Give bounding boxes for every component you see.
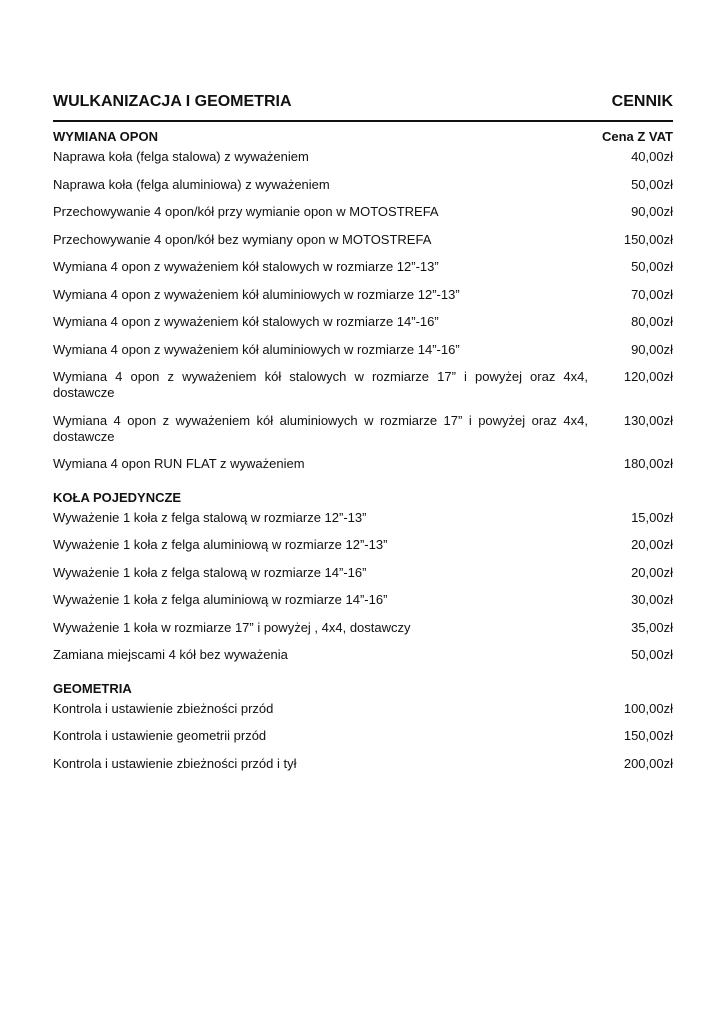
price-row (53, 342, 673, 358)
price-row (53, 728, 673, 744)
service-price: 50,00zł (631, 176, 673, 192)
section-header (53, 681, 673, 701)
header-divider (53, 120, 673, 122)
service-price: 150,00zł (623, 728, 673, 743)
section-title: GEOMETRIA (53, 680, 132, 696)
price-row (53, 647, 673, 663)
service-price: 15,00zł (631, 509, 673, 525)
service-label: Wymiana 4 opon z wyważeniem kół stalowych w rozmiarze 12”-13” (53, 259, 439, 274)
price-row (53, 565, 673, 581)
document-title: WULKANIZACJA I GEOMETRIA (53, 93, 292, 110)
service-label: Wyważenie 1 koła z felga aluminiową w rozmiarze 12”-13” (53, 537, 388, 552)
service-price: 180,00zł (623, 456, 673, 471)
service-label: Wyważenie 1 koła z felga aluminiową w rozmiarze 14”-16” (53, 592, 388, 607)
price-row (53, 232, 673, 248)
service-price: 50,00zł (631, 259, 673, 274)
service-label: Wymiana 4 opon z wyważeniem kół aluminiowych w rozmiarze 12”-13” (53, 286, 460, 302)
service-price: 40,00zł (631, 149, 673, 164)
service-price: 150,00zł (623, 231, 673, 247)
service-price: 130,00zł (623, 412, 673, 428)
service-label: Wymiana 4 opon RUN FLAT z wyważeniem (53, 456, 305, 471)
service-label: Kontrola i ustawienie geometrii przód (53, 728, 267, 743)
price-row (53, 413, 673, 445)
service-label: Wyważenie 1 koła w rozmiarze 17” i powyżej , 4x4, dostawczy (53, 619, 411, 635)
service-price: 100,00zł (623, 700, 673, 716)
section-title: WYMIANA OPON (53, 129, 158, 144)
price-row (53, 369, 673, 401)
service-label: Naprawa koła (felga stalowa) z wyważeniem (53, 149, 309, 164)
service-price: 30,00zł (631, 592, 673, 607)
service-label: Kontrola i ustawienie zbieżności przód i tył (53, 755, 297, 771)
price-row (53, 149, 673, 165)
section-header (53, 129, 673, 149)
price-list-label: CENNIK (611, 93, 673, 110)
service-label: Wymiana 4 opon z wyważeniem kół aluminiowych w rozmiarze 14”-16” (53, 341, 460, 357)
service-label: Przechowywanie 4 opon/kół bez wymiany opon w MOTOSTREFA (53, 231, 432, 247)
section-title: KOŁA POJEDYNCZE (53, 489, 182, 505)
price-row (53, 701, 673, 717)
service-price: 20,00zł (631, 564, 673, 580)
service-price: 80,00zł (631, 314, 673, 329)
service-price: 35,00zł (631, 619, 673, 635)
service-price: 200,00zł (623, 755, 673, 771)
price-row (53, 456, 673, 472)
price-row (53, 756, 673, 772)
service-label: Wyważenie 1 koła z felga stalową w rozmiarze 14”-16” (53, 564, 367, 580)
service-label: Wymiana 4 opon z wyważeniem kół aluminiowych w rozmiarze 17” i powyżej oraz 4x4, dostawcze (53, 412, 588, 444)
service-label: Kontrola i ustawienie zbieżności przód (53, 700, 274, 716)
price-row (53, 259, 673, 275)
service-label: Wyważenie 1 koła z felga stalową w rozmiarze 12”-13” (53, 509, 367, 525)
service-label: Przechowywanie 4 opon/kół przy wymianie opon w MOTOSTREFA (53, 204, 439, 219)
price-row (53, 314, 673, 330)
service-price: 70,00zł (631, 286, 673, 302)
section-header (53, 490, 673, 510)
service-price: 50,00zł (631, 647, 673, 662)
price-row (53, 620, 673, 636)
service-label: Wymiana 4 opon z wyważeniem kół stalowych w rozmiarze 17” i powyżej oraz 4x4, dostawcze (53, 369, 588, 400)
price-row (53, 177, 673, 193)
price-row (53, 510, 673, 526)
price-column-header: Cena Z VAT (601, 129, 673, 144)
service-label: Naprawa koła (felga aluminiowa) z wyważeniem (53, 176, 330, 192)
price-row (53, 204, 673, 220)
price-row (53, 592, 673, 608)
service-price: 90,00zł (631, 204, 673, 219)
service-price: 120,00zł (623, 369, 673, 384)
service-price: 20,00zł (631, 537, 673, 552)
price-sections (53, 129, 673, 783)
service-label: Wymiana 4 opon z wyważeniem kół stalowych w rozmiarze 14”-16” (53, 314, 439, 329)
service-label: Zamiana miejscami 4 kół bez wyważenia (53, 647, 288, 662)
service-price: 90,00zł (631, 341, 673, 357)
price-row (53, 537, 673, 553)
price-row (53, 287, 673, 303)
document-header (53, 93, 673, 111)
